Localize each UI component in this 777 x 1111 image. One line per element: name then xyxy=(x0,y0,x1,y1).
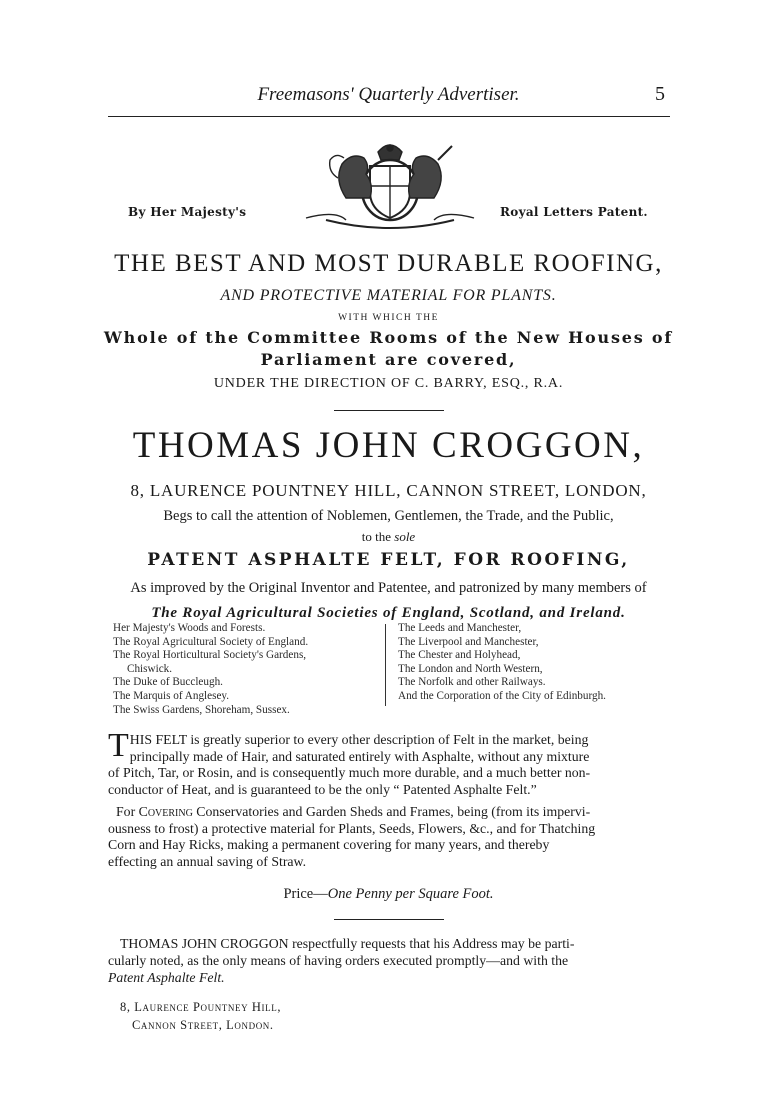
closing-paragraph xyxy=(108,935,670,986)
list-item: And the Corporation of the City of Edinburgh. xyxy=(398,689,606,702)
header-rule xyxy=(108,116,670,117)
patrons-list-left xyxy=(113,622,381,717)
paragraph-line: principally made of Hair, and saturated entirely with Asphalte, without any mixture xyxy=(129,748,590,764)
list-item: The Duke of Buccleugh. xyxy=(113,676,223,689)
sole-text: sole xyxy=(394,529,416,544)
list-item: The Norfolk and other Railways. xyxy=(398,676,546,689)
column-divider xyxy=(385,624,386,706)
paragraph-line xyxy=(108,804,670,821)
covering-paragraph xyxy=(108,804,670,870)
paragraph-line: of Pitch, Tar, or Rosin, and is consequently much more durable, and a much better non- xyxy=(108,765,591,781)
lead-in-text: For xyxy=(116,804,139,819)
royal-letters-patent-label: Royal Letters Patent. xyxy=(500,205,648,219)
advertiser-address: 8, LAURENCE POUNTNEY HILL, CANNON STREET, LONDON, xyxy=(130,481,647,500)
by-her-majesty-label: By Her Majesty's xyxy=(128,205,247,219)
address-line: 8, Laurence Pountney Hill, xyxy=(120,1000,282,1014)
royal-societies-line: The Royal Agricultural Societies of England, Scotland, and Ireland. xyxy=(151,605,626,621)
paragraph-line: cularly noted, as the only means of having orders executed promptly—and with the xyxy=(108,953,569,968)
headline-parliament: Parliament are covered, xyxy=(260,350,517,369)
price-label: Price— xyxy=(283,886,328,902)
drop-cap: T xyxy=(108,727,129,764)
royal-coat-of-arms-icon xyxy=(286,138,494,230)
list-item: The Swiss Gardens, Shoreham, Sussex. xyxy=(113,703,290,716)
page-header xyxy=(108,84,669,114)
list-item: The Liverpool and Manchester, xyxy=(398,635,539,648)
to-the-sole-line xyxy=(100,529,677,545)
list-item: Chiswick. xyxy=(127,662,173,675)
paragraph-line: HIS FELT is greatly superior to every other description of Felt in the market, being xyxy=(129,732,589,747)
paragraph-line xyxy=(108,969,670,986)
section-divider xyxy=(334,919,444,920)
felt-description-paragraph xyxy=(108,727,670,798)
headline-committee-rooms: Whole of the Committee Rooms of the New Houses of xyxy=(103,328,674,347)
headline-with-which: WITH WHICH THE xyxy=(338,313,439,323)
paragraph-line: conductor of Heat, and is guaranteed to be the only “ Patented Asphalte Felt.” xyxy=(108,781,537,797)
list-item: The Royal Horticultural Society's Gardens, xyxy=(113,649,307,662)
begs-line: Begs to call the attention of Noblemen, Gentlemen, the Trade, and the Public, xyxy=(163,508,614,524)
price-value: One Penny per Square Foot. xyxy=(327,886,494,902)
patent-asphalte-felt-text: Patent Asphalte Felt. xyxy=(108,970,225,985)
line-rest-text: Conservatories and Garden Sheds and Frames, being (from its impervi- xyxy=(192,804,591,819)
list-item: The Royal Agricultural Society of England. xyxy=(113,635,309,648)
list-item: Her Majesty's Woods and Forests. xyxy=(113,622,266,634)
list-item: The Marquis of Anglesey. xyxy=(113,689,230,702)
section-divider xyxy=(334,410,444,411)
headline-protective-material: AND PROTECTIVE MATERIAL FOR PLANTS. xyxy=(220,287,557,304)
covering-text: Covering xyxy=(138,804,193,819)
price-line xyxy=(100,886,677,903)
paragraph-line: THOMAS JOHN CROGGON respectfully requests that his Address may be parti- xyxy=(120,936,575,951)
page-number: 5 xyxy=(655,83,665,105)
paragraph-line: effecting an annual saving of Straw. xyxy=(108,853,307,869)
list-item: The London and North Western, xyxy=(398,662,543,675)
improved-line: As improved by the Original Inventor and Patentee, and patronized by many members of xyxy=(130,580,647,596)
address-line: Cannon Street, London. xyxy=(132,1018,274,1032)
patent-asphalte-felt-heading: PATENT ASPHALTE FELT, FOR ROOFING, xyxy=(147,550,630,570)
list-item: The Leeds and Manchester, xyxy=(398,622,522,634)
publication-title: Freemasons' Quarterly Advertiser. xyxy=(257,84,520,105)
closing-address xyxy=(120,998,281,1034)
to-the-text: to the xyxy=(361,529,395,544)
list-item: The Chester and Holyhead, xyxy=(398,649,521,662)
headline-direction-barry: UNDER THE DIRECTION OF C. BARRY, ESQ., R.A. xyxy=(213,376,564,391)
advertiser-name: THOMAS JOHN CROGGON, xyxy=(132,425,645,466)
paragraph-line: ousness to frost) a protective material for Plants, Seeds, Flowers, &c., and for Thatching xyxy=(108,820,596,836)
patrons-list-right xyxy=(398,622,666,704)
paragraph-line: Corn and Hay Ricks, making a permanent covering for many years, and thereby xyxy=(108,837,550,853)
headline-best-roofing: THE BEST AND MOST DURABLE ROOFING, xyxy=(114,250,663,277)
